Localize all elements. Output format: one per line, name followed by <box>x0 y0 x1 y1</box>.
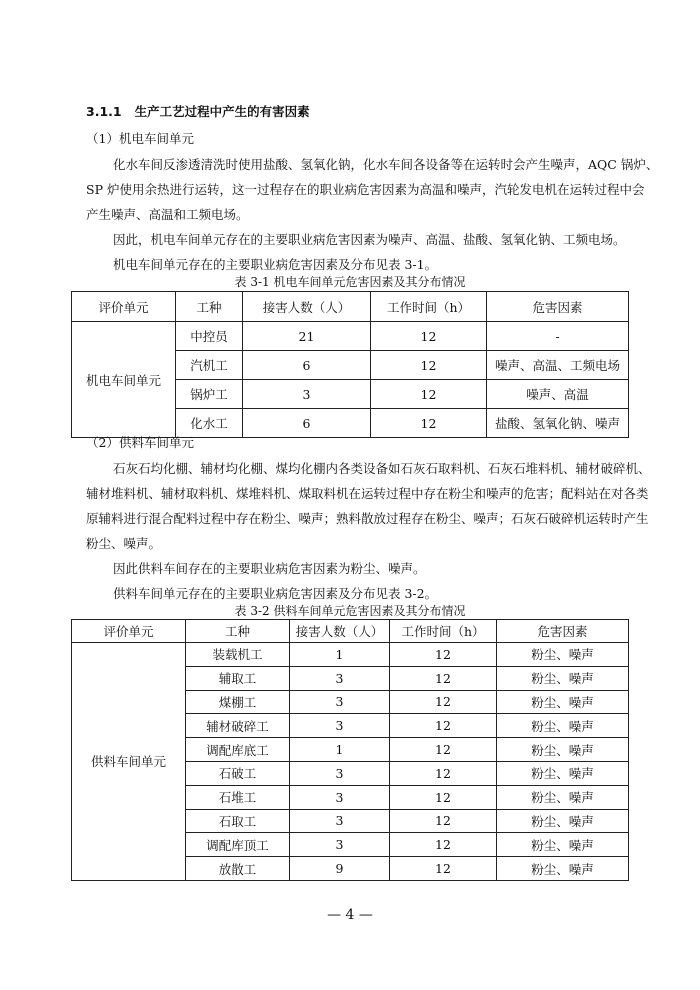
table-cell: 噪声、高温、工频电场 <box>487 351 629 380</box>
table-cell: 石堆工 <box>186 785 290 809</box>
table-3-2 <box>71 619 629 881</box>
unit1-para1-line1: 化水车间反渗透清洗时使用盐酸、氢氧化钠，化水车间各设备等在运转时会产生噪声，AQC 锅炉、 <box>113 157 659 172</box>
table-cell: 3 <box>290 785 390 809</box>
table-cell: 1 <box>290 738 390 762</box>
table-cell: 12 <box>390 761 497 785</box>
table-cell: 粉尘、噪声 <box>497 643 629 667</box>
table-cell: 12 <box>390 857 497 881</box>
table-cell: 粉尘、噪声 <box>497 714 629 738</box>
table-cell: 3 <box>290 761 390 785</box>
table-cell: 12 <box>390 666 497 690</box>
header-cell: 工种 <box>186 620 290 643</box>
table-3-1 <box>71 291 629 438</box>
table-cell: 21 <box>243 322 371 351</box>
section-heading <box>86 106 310 119</box>
header-cell: 工作时间（h） <box>371 292 487 322</box>
table-cell: 锅炉工 <box>176 380 243 409</box>
unit1-para2: 因此，机电车间单元存在的主要职业病危害因素为噪声、高温、盐酸、氢氧化钠、工频电场。 <box>113 232 626 247</box>
table-cell: 装载机工 <box>186 643 290 667</box>
table-cell: 粉尘、噪声 <box>497 761 629 785</box>
table-cell: 盐酸、氢氧化钠、噪声 <box>487 409 629 438</box>
unit1-para3: 机电车间单元存在的主要职业病危害因素及分布见表 3-1。 <box>113 257 438 272</box>
table-cell: 粉尘、噪声 <box>497 785 629 809</box>
unit-name-cell: 供料车间单元 <box>72 643 186 881</box>
table-cell: 12 <box>390 809 497 833</box>
table-cell: 3 <box>290 666 390 690</box>
table-cell: 粉尘、噪声 <box>497 833 629 857</box>
table-cell: 12 <box>371 322 487 351</box>
unit2-para1-line2: 辅材堆料机、辅材取料机、煤堆料机、煤取料机在运转过程中存在粉尘和噪声的危害；配料站在对各类 <box>86 486 649 501</box>
page-number: — 4 — <box>327 907 373 923</box>
table-cell: 调配库底工 <box>186 738 290 762</box>
table-cell: 3 <box>290 690 390 714</box>
unit1-para1-line3: 产生噪声、高温和工频电场。 <box>86 207 249 222</box>
header-cell: 接害人数（人） <box>243 292 371 322</box>
header-cell: 工作时间（h） <box>390 620 497 643</box>
table-cell: 粉尘、噪声 <box>497 666 629 690</box>
table-header-row <box>72 292 629 322</box>
table-cell: 中控员 <box>176 322 243 351</box>
table-row <box>72 643 629 667</box>
table-cell: 1 <box>290 643 390 667</box>
table-row <box>72 322 629 351</box>
table-cell: 放散工 <box>186 857 290 881</box>
table-cell: 噪声、高温 <box>487 380 629 409</box>
table-cell: 粉尘、噪声 <box>497 690 629 714</box>
table-cell: 12 <box>390 833 497 857</box>
table-cell: 石破工 <box>186 761 290 785</box>
table-cell: 12 <box>390 738 497 762</box>
table-cell: 9 <box>290 857 390 881</box>
unit2-para2: 因此供料车间存在的主要职业病危害因素为粉尘、噪声。 <box>113 561 426 576</box>
table-header-row <box>72 620 629 643</box>
table-cell: 12 <box>390 690 497 714</box>
table-cell: 煤棚工 <box>186 690 290 714</box>
unit1-heading: （1）机电车间单元 <box>86 131 194 146</box>
table-cell: 12 <box>390 714 497 738</box>
table-cell: 粉尘、噪声 <box>497 857 629 881</box>
header-cell: 工种 <box>176 292 243 322</box>
table-cell: 12 <box>390 643 497 667</box>
header-cell: 危害因素 <box>487 292 629 322</box>
table-cell: 12 <box>390 785 497 809</box>
table-cell: 3 <box>290 833 390 857</box>
table-cell: 12 <box>371 380 487 409</box>
unit2-heading: （2）供料车间单元 <box>86 435 194 450</box>
table-cell: 3 <box>290 714 390 738</box>
unit1-para1-line2: SP 炉使用余热进行运转，这一过程存在的职业病危害因素为高温和噪声，汽轮发电机在运转过程中会 <box>86 182 645 197</box>
table-cell: 调配库顶工 <box>186 833 290 857</box>
header-cell: 危害因素 <box>497 620 629 643</box>
section-title: 生产工艺过程中产生的有害因素 <box>134 104 310 119</box>
table-cell: 汽机工 <box>176 351 243 380</box>
table2-caption: 表 3-2 供料车间单元危害因素及其分布情况 <box>234 604 466 618</box>
unit2-para1-line3: 原辅料进行混合配料过程中存在粉尘、噪声；熟料散放过程存在粉尘、噪声；石灰石破碎机运转时产生 <box>86 511 649 526</box>
table-cell: 石取工 <box>186 809 290 833</box>
table-cell: 辅取工 <box>186 666 290 690</box>
table-cell: 3 <box>243 380 371 409</box>
table-cell: 3 <box>290 809 390 833</box>
unit2-para1-line1: 石灰石均化棚、辅材均化棚、煤均化棚内各类设备如石灰石取料机、石灰石堆料机、辅材破碎机、 <box>113 461 651 476</box>
table-cell: 粉尘、噪声 <box>497 738 629 762</box>
header-cell: 接害人数（人） <box>290 620 390 643</box>
section-number: 3.1.1 <box>86 104 122 119</box>
table1-caption: 表 3-1 机电车间单元危害因素及其分布情况 <box>234 275 466 289</box>
table-cell: 粉尘、噪声 <box>497 809 629 833</box>
table-cell: - <box>487 322 629 351</box>
table-cell: 6 <box>243 409 371 438</box>
unit-name-cell: 机电车间单元 <box>72 322 176 438</box>
table-cell: 化水工 <box>176 409 243 438</box>
unit2-para3: 供料车间单元存在的主要职业病危害因素及分布见表 3-2。 <box>113 586 438 601</box>
table-cell: 12 <box>371 409 487 438</box>
header-cell: 评价单元 <box>72 292 176 322</box>
table-cell: 辅材破碎工 <box>186 714 290 738</box>
table-cell: 6 <box>243 351 371 380</box>
unit2-para1-line4: 粉尘、噪声。 <box>86 536 162 551</box>
header-cell: 评价单元 <box>72 620 186 643</box>
table-cell: 12 <box>371 351 487 380</box>
